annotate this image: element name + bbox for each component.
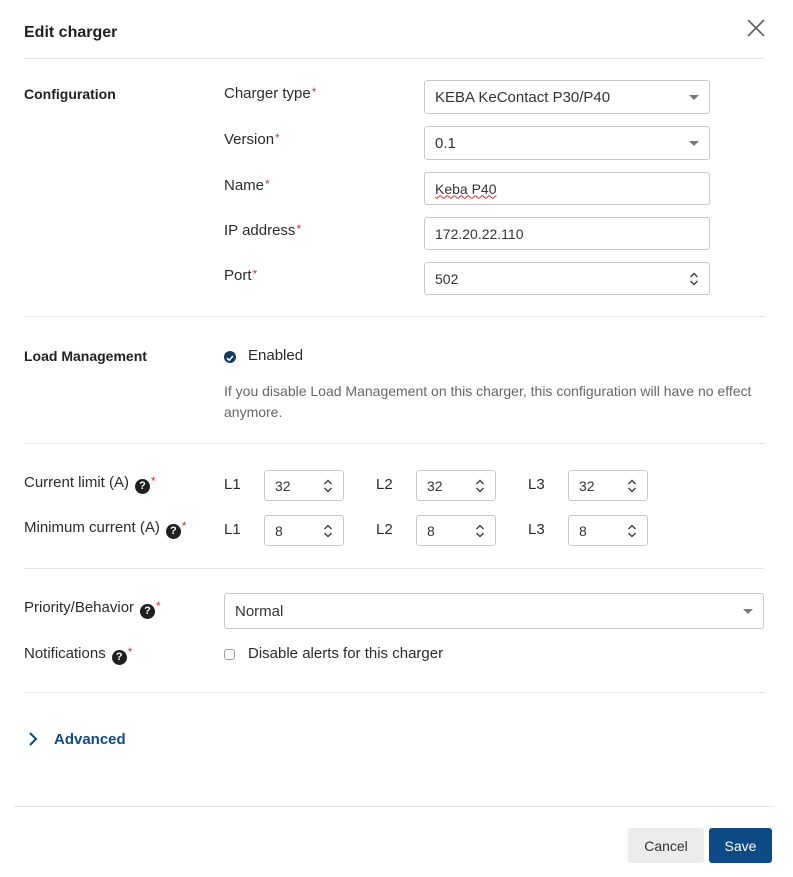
chevron-down-icon (743, 609, 753, 614)
current-limit-l1-label: L1 (224, 476, 241, 493)
help-icon[interactable]: ? (135, 479, 150, 494)
ip-address-input[interactable] (424, 217, 710, 250)
load-management-section-label: Load Management (24, 348, 147, 364)
ip-address-label: IP address* (224, 222, 302, 239)
divider (24, 568, 764, 569)
divider (24, 443, 764, 444)
stepper-arrows-icon[interactable] (627, 523, 637, 539)
version-select[interactable] (424, 126, 710, 160)
port-stepper[interactable] (424, 262, 710, 295)
minimum-current-l3-stepper[interactable] (568, 515, 648, 546)
help-icon[interactable]: ? (112, 650, 127, 665)
name-value: Keba P40 (435, 180, 497, 197)
charger-type-select[interactable] (424, 80, 710, 114)
minimum-current-label: Minimum current (A) ? * (24, 519, 187, 537)
current-limit-l2-stepper[interactable] (416, 470, 496, 501)
minimum-current-l2-label: L2 (376, 521, 393, 538)
minimum-current-l1-stepper[interactable] (264, 515, 344, 546)
port-value: 502 (435, 270, 459, 287)
stepper-arrows-icon[interactable] (627, 478, 637, 494)
chevron-right-icon[interactable] (26, 731, 40, 747)
stepper-arrows-icon[interactable] (323, 523, 333, 539)
divider (24, 692, 764, 693)
priority-select[interactable] (224, 593, 764, 629)
save-button[interactable]: Save (709, 828, 772, 863)
current-limit-l2-label: L2 (376, 476, 393, 493)
current-limit-l3-label: L3 (528, 476, 545, 493)
notifications-label: Notifications ? * (24, 645, 133, 663)
port-label: Port* (224, 267, 258, 284)
cancel-button[interactable]: Cancel (628, 828, 704, 863)
name-input[interactable] (424, 172, 710, 205)
help-icon[interactable]: ? (140, 604, 155, 619)
current-limit-l3-stepper[interactable] (568, 470, 648, 501)
chevron-down-icon (689, 95, 699, 100)
minimum-current-l2-stepper[interactable] (416, 515, 496, 546)
stepper-arrows-icon[interactable] (475, 478, 485, 494)
dialog-title: Edit charger (24, 24, 118, 41)
current-limit-l3-value: 32 (579, 477, 595, 494)
minimum-current-l3-label: L3 (528, 521, 545, 538)
current-limit-l1-stepper[interactable] (264, 470, 344, 501)
close-icon[interactable] (744, 16, 768, 40)
chevron-down-icon (689, 141, 699, 146)
current-limit-label: Current limit (A) ? * (24, 474, 156, 492)
minimum-current-l3-value: 8 (579, 522, 587, 539)
minimum-current-l2-value: 8 (427, 522, 435, 539)
disable-alerts-label: Disable alerts for this charger (248, 645, 444, 662)
stepper-arrows-icon[interactable] (475, 523, 485, 539)
load-management-note: If you disable Load Management on this charger, this configuration will have no effect anymore. (224, 383, 752, 420)
help-icon[interactable]: ? (166, 524, 181, 539)
footer-divider (14, 806, 774, 807)
load-management-checkbox[interactable] (224, 351, 236, 363)
charger-type-value: KEBA KeContact P30/P40 (435, 88, 611, 106)
current-limit-l2-value: 32 (427, 477, 443, 494)
disable-alerts-checkbox[interactable] (224, 649, 235, 660)
name-label: Name* (224, 177, 270, 194)
priority-value: Normal (235, 602, 284, 620)
advanced-toggle[interactable]: Advanced (54, 731, 126, 748)
version-label: Version* (224, 131, 280, 148)
stepper-arrows-icon[interactable] (689, 271, 699, 287)
divider (24, 316, 764, 317)
stepper-arrows-icon[interactable] (323, 478, 333, 494)
divider (24, 58, 764, 59)
configuration-section-label: Configuration (24, 86, 116, 102)
checkmark-icon (224, 352, 236, 364)
minimum-current-l1-value: 8 (275, 522, 283, 539)
enabled-label: Enabled (248, 347, 304, 364)
version-value: 0.1 (435, 134, 456, 152)
current-limit-l1-value: 32 (275, 477, 291, 494)
minimum-current-l1-label: L1 (224, 521, 241, 538)
ip-address-value: 172.20.22.110 (435, 225, 524, 242)
charger-type-label: Charger type* (224, 85, 317, 102)
priority-label: Priority/Behavior ? * (24, 599, 161, 617)
